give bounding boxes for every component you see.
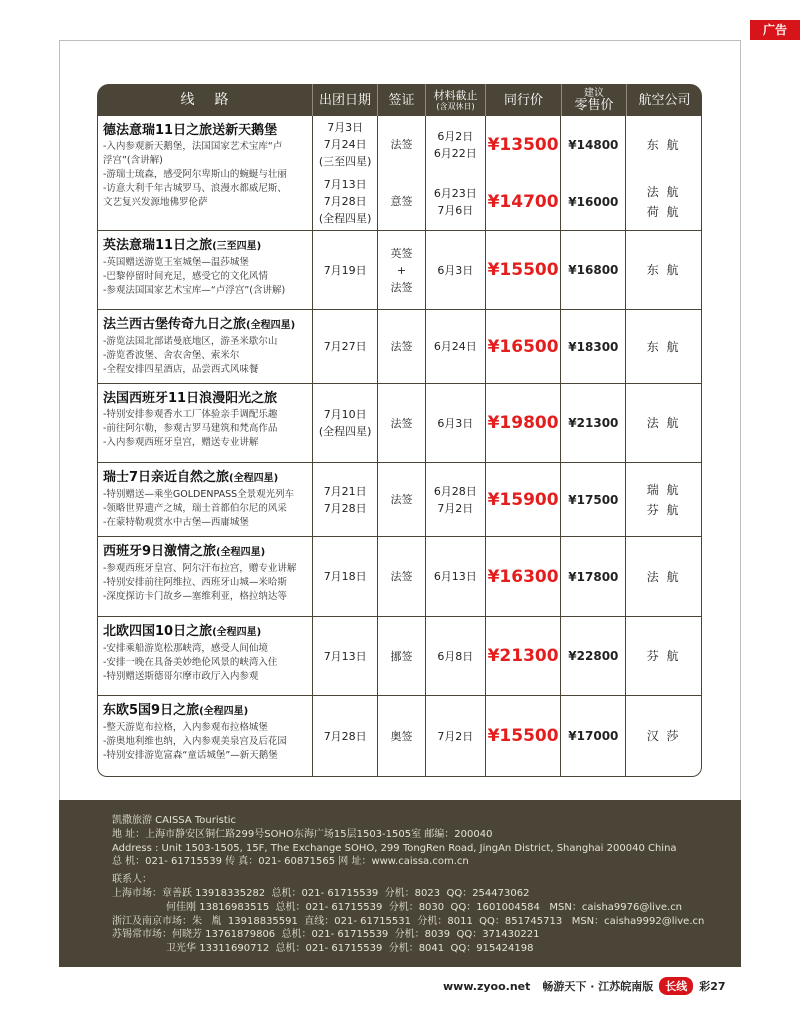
route-title[interactable]	[103, 623, 261, 642]
visa-cell-column	[377, 537, 425, 616]
table-row	[98, 536, 701, 616]
retail-price: ¥17500	[568, 492, 619, 507]
airline-cell-value: 瑞 航	[646, 482, 681, 497]
star-rating-tag: (全程四星)	[199, 706, 249, 717]
route-cell	[98, 116, 312, 230]
airline-cell-value: 荷 航	[646, 204, 681, 219]
route-cell	[98, 231, 312, 309]
route-highlight: 文艺复兴发源地佛罗伦萨	[103, 197, 208, 208]
peer-price-cell-column	[485, 116, 561, 230]
star-rating-tag: (全程四星)	[246, 320, 296, 331]
route-highlight: -特别安排参观香水工厂体验亲手调配乐趣	[103, 409, 278, 420]
airline-cell	[626, 617, 701, 695]
route-highlight: -游览法国北部诺曼底地区，游圣米歇尔山	[103, 336, 278, 347]
route-highlight: -特别安排游览富森“童话城堡”—新天鹅堡	[103, 750, 278, 761]
phone-info: 总 机：021- 61715539 传 真：021- 60871565 网 址：www.caissa.com.cn	[112, 856, 469, 868]
depart-date-cell	[313, 231, 377, 309]
peer-price-cell	[486, 231, 561, 309]
depart-date-cell	[313, 696, 377, 776]
depart-date-cell	[313, 173, 377, 230]
retail-price-cell-column	[560, 231, 625, 309]
peer-price: ¥13500	[487, 134, 559, 155]
header-depart: 出团日期	[312, 84, 377, 116]
depart-date-cell-value: 7月10日	[323, 408, 367, 421]
route-highlight: -游奥地利维也纳，入内参观美泉宫及后花园	[103, 736, 287, 747]
material-deadline-cell-column	[425, 231, 485, 309]
peer-price: ¥19800	[487, 413, 559, 433]
peer-price: ¥15900	[487, 489, 559, 510]
airline-cell-value: 法 航	[646, 416, 681, 430]
visa-cell-value: 法签	[390, 493, 413, 506]
retail-price-cell	[561, 537, 625, 616]
retail-price-cell-column	[560, 537, 625, 616]
contact-line: 浙江及南京市场：朱 胤 13918835591 直线：021- 61715531 分机：8011 QQ：851745713 MSN：caisha9992@live.cn	[112, 915, 705, 927]
airline-cell	[626, 384, 701, 462]
visa-cell-value: 意签	[390, 195, 413, 208]
route-title[interactable]	[103, 237, 261, 256]
retail-price-cell-column	[560, 696, 625, 776]
retail-price-cell	[561, 463, 625, 536]
header-visa: 签证	[377, 84, 425, 116]
depart-date-cell-column	[312, 617, 377, 695]
airline-cell	[626, 537, 701, 616]
star-rating-tag: (全程四星)	[212, 627, 262, 638]
material-deadline-cell-column	[425, 384, 485, 462]
retail-price: ¥16800	[568, 263, 619, 277]
visa-cell-value: 法签	[390, 280, 413, 294]
header-route: 线路	[180, 91, 249, 108]
material-deadline-cell-value: 6月28日	[433, 484, 477, 498]
contact-label: 联系人：	[112, 874, 152, 886]
airline-cell	[626, 310, 701, 383]
visa-cell-column	[377, 310, 425, 383]
address-en: Address : Unit 1503-1505, 15F, The Exchange SOHO, 299 TongRen Road, JingAn District, Shanghai 200040 China	[112, 842, 677, 854]
airline-cell-column	[625, 696, 701, 776]
ad-label: 广告	[750, 20, 800, 40]
retail-price-cell	[561, 384, 625, 462]
site-url[interactable]: www.zyoo.net	[443, 979, 531, 993]
retail-price-cell-column	[560, 310, 625, 383]
material-deadline-cell-value: 6月24日	[433, 340, 477, 353]
airline-cell-value: 东 航	[646, 137, 681, 152]
header-material	[425, 84, 485, 116]
depart-date-cell-value: 7月24日	[323, 138, 367, 151]
airline-cell-column	[625, 384, 701, 462]
route-title-text: 西班牙9日激情之旅	[103, 544, 217, 559]
address-cn: 地 址：上海市静安区铜仁路299号SOHO东海广场15层1503-1505室 邮编：200040	[112, 828, 493, 840]
header-rrp-top: 建议	[584, 87, 604, 99]
peer-price-cell	[486, 696, 561, 776]
visa-cell-value: 奥签	[390, 729, 413, 743]
visa-cell-value: 挪签	[390, 649, 413, 663]
peer-price: ¥15500	[487, 260, 559, 280]
depart-date-cell-value: 7月13日	[323, 649, 367, 663]
route-highlight: -领略世界遗产之城，瑞士首都伯尔尼的风采	[103, 503, 287, 514]
peer-price: ¥16500	[487, 336, 559, 357]
peer-price-cell-column	[485, 537, 561, 616]
route-highlight: -游览香波堡、舍农舍堡、索米尔	[103, 350, 240, 361]
visa-cell-value: +	[396, 263, 407, 277]
star-rating-tag: (三至四星)	[212, 241, 262, 252]
retail-price: ¥16000	[568, 194, 619, 209]
depart-date-cell	[313, 617, 377, 695]
route-title-text: 东欧5国9日之旅	[103, 703, 200, 718]
airline-cell	[626, 116, 701, 173]
table-row	[98, 383, 701, 462]
material-deadline-cell-value: 7月2日	[437, 501, 474, 515]
material-deadline-cell	[426, 384, 485, 462]
route-cell	[98, 384, 312, 462]
depart-date-cell-value: 7月18日	[323, 570, 367, 583]
depart-date-cell-value: 7月3日	[327, 121, 364, 134]
header-rrp	[561, 84, 626, 116]
airline-cell-column	[625, 231, 701, 309]
material-deadline-cell	[426, 173, 485, 230]
airline-cell	[626, 231, 701, 309]
material-deadline-cell-column	[425, 537, 485, 616]
depart-date-cell	[313, 463, 377, 536]
peer-price: ¥14700	[487, 191, 559, 212]
route-highlight: -安排乘船游览松那峡湾，感受人间仙境	[103, 643, 268, 654]
header-rrp-main: 零售价	[574, 97, 614, 113]
depart-date-cell-column	[312, 116, 377, 230]
retail-price-cell	[561, 310, 625, 383]
depart-date-cell-value: 7月13日	[323, 178, 367, 191]
depart-date-cell-value: (全程四星)	[318, 425, 372, 438]
header-price: 同行价	[485, 84, 561, 116]
depart-date-cell-value: 7月28日	[323, 195, 367, 208]
material-deadline-cell	[426, 537, 485, 616]
depart-date-cell	[313, 384, 377, 462]
depart-date-cell-value: (全程四星)	[318, 212, 372, 225]
airline-cell-column	[625, 463, 701, 536]
contact-line: 卫光华 13311690712 总机：021- 61715539 分机：8041 QQ：915424198	[112, 943, 534, 955]
material-deadline-cell	[426, 116, 485, 173]
material-deadline-cell-column	[425, 116, 485, 230]
material-deadline-cell	[426, 617, 485, 695]
header-material-main: 材料截止	[433, 88, 478, 102]
route-title-text: 瑞士7日亲近自然之旅	[103, 470, 230, 485]
retail-price: ¥18300	[568, 339, 619, 354]
header-material-sub: (含双休日)	[436, 101, 475, 111]
visa-cell	[378, 173, 425, 230]
visa-cell	[378, 463, 425, 536]
depart-date-cell-value: 7月19日	[323, 263, 367, 277]
route-highlight: -入内参观西班牙皇宫，赠送专业讲解	[103, 437, 259, 448]
material-deadline-cell	[426, 696, 485, 776]
airline-cell-value: 芬 航	[646, 649, 681, 663]
peer-price-cell-column	[485, 231, 561, 309]
visa-cell-column	[377, 384, 425, 462]
material-deadline-cell-value: 6月13日	[433, 570, 477, 583]
material-deadline-cell	[426, 310, 485, 383]
material-deadline-cell-column	[425, 310, 485, 383]
peer-price-cell-column	[485, 463, 561, 536]
visa-cell-column	[377, 116, 425, 230]
company-name: 凯撒旅游 CAISSA Touristic	[112, 815, 237, 826]
peer-price-cell	[486, 116, 561, 173]
peer-price: ¥15500	[487, 726, 559, 746]
retail-price: ¥17000	[568, 729, 619, 743]
material-deadline-cell	[426, 463, 485, 536]
depart-date-cell-value: 7月28日	[323, 501, 367, 515]
route-cell	[98, 537, 312, 616]
route-highlight: -整天游览布拉格，入内参观布拉格城堡	[103, 722, 268, 733]
table-header	[97, 84, 702, 116]
visa-cell-value: 法签	[390, 138, 413, 151]
route-highlight: -特别赠送—乘坐GOLDENPASS全景观光列车	[103, 489, 295, 500]
route-title[interactable]	[103, 122, 277, 140]
route-highlight: -深度探访卡门故乡—塞维利亚，格拉纳达等	[103, 591, 287, 602]
star-rating-tag: (全程四星)	[229, 473, 279, 484]
peer-price-cell-column	[485, 310, 561, 383]
peer-price: ¥16300	[487, 566, 559, 587]
airline-cell	[626, 463, 701, 536]
route-highlight: -全程安排四星酒店，品尝西式风味餐	[103, 364, 259, 375]
visa-cell-column	[377, 617, 425, 695]
material-deadline-cell-value: 6月8日	[437, 649, 474, 663]
visa-cell-column	[377, 231, 425, 309]
bottom-bar	[443, 976, 726, 996]
depart-date-cell-column	[312, 696, 377, 776]
route-highlight: -在蒙特勒观赏水中古堡—西庸城堡	[103, 517, 249, 528]
peer-price-cell	[486, 310, 561, 383]
route-cell	[98, 696, 312, 776]
depart-date-cell-value: 7月28日	[323, 729, 367, 743]
material-deadline-cell-value: 6月3日	[437, 263, 474, 277]
material-deadline-cell-value: 6月22日	[433, 146, 477, 160]
route-title[interactable]	[103, 390, 277, 408]
airline-cell-column	[625, 116, 701, 230]
visa-cell	[378, 310, 425, 383]
material-deadline-cell-value: 6月3日	[437, 416, 474, 430]
material-deadline-cell-column	[425, 696, 485, 776]
retail-price-cell	[561, 617, 625, 695]
route-highlight: -参观西班牙皇宫、阿尔汗布拉宫，赠专业讲解	[103, 563, 297, 574]
retail-price-cell-column	[560, 116, 625, 230]
retail-price-cell	[561, 116, 625, 173]
table-row	[98, 695, 701, 776]
retail-price: ¥22800	[568, 649, 619, 663]
route-highlight: -特别安排前往阿维拉、西班牙山城—米哈斯	[103, 577, 287, 588]
table-body	[97, 116, 702, 777]
route-highlight: -英国赠送游览王室城堡—温莎城堡	[103, 257, 249, 268]
route-highlight: -前往阿尔勒，参观古罗马建筑和梵高作品	[103, 423, 278, 434]
route-highlight: -访意大利千年古城罗马、浪漫水都威尼斯、	[103, 183, 287, 194]
route-cell	[98, 310, 312, 383]
visa-cell	[378, 116, 425, 173]
depart-date-cell-column	[312, 231, 377, 309]
visa-cell	[378, 231, 425, 309]
route-title[interactable]	[103, 702, 248, 721]
route-title-text: 法兰西古堡传奇九日之旅	[103, 317, 247, 332]
airline-cell-column	[625, 617, 701, 695]
route-highlight: 浮宫”(含讲解)	[103, 155, 163, 166]
depart-date-cell-value: (三至四星)	[318, 155, 372, 168]
visa-cell-value: 法签	[390, 416, 413, 430]
route-highlight: -游瑞士琉森，感受阿尔卑斯山的蜿蜒与壮丽	[103, 169, 287, 180]
route-highlight: -入内参观新天鹅堡，法国国家艺术宝库“卢	[103, 141, 283, 152]
peer-price-cell	[486, 173, 561, 230]
retail-price-cell-column	[560, 617, 625, 695]
peer-price-cell	[486, 384, 561, 462]
visa-cell	[378, 384, 425, 462]
airline-cell-value: 汉 莎	[646, 729, 681, 743]
peer-price-cell-column	[485, 696, 561, 776]
material-deadline-cell-column	[425, 617, 485, 695]
contact-line: 何佳刚 13816983515 总机：021- 61715539 分机：8030 QQ：1601004584 MSN：caisha9976@live.cn	[112, 901, 683, 913]
visa-cell-value: 法签	[390, 340, 413, 353]
depart-date-cell	[313, 310, 377, 383]
depart-date-cell-value: 7月21日	[323, 484, 367, 498]
route-highlight: -参观法国国家艺术宝库—“卢浮宫”(含讲解)	[103, 285, 286, 296]
table-row	[98, 309, 701, 383]
depart-date-cell	[313, 116, 377, 173]
material-deadline-cell-value: 7月2日	[437, 729, 474, 743]
airline-cell	[626, 696, 701, 776]
airline-cell-value: 芬 航	[646, 502, 681, 517]
contact-line: 上海市场：章善跃 13918335282 总机：021- 61715539 分机：8023 QQ：254473062	[112, 887, 530, 899]
material-deadline-cell-value: 7月6日	[437, 203, 474, 217]
retail-price: ¥14800	[568, 137, 619, 152]
price-table	[97, 84, 702, 777]
retail-price-cell-column	[560, 463, 625, 536]
peer-price-cell	[486, 617, 561, 695]
route-highlight: -安排一晚在具备美妙绝伦风景的峡湾入住	[103, 657, 278, 668]
table-row	[98, 616, 701, 695]
route-title[interactable]	[103, 316, 295, 335]
route-title-text: 北欧四国10日之旅	[103, 624, 213, 639]
retail-price-cell-column	[560, 384, 625, 462]
material-deadline-cell-column	[425, 463, 485, 536]
section-badge: 长线	[659, 977, 693, 995]
route-title[interactable]	[103, 469, 278, 488]
airline-cell-column	[625, 310, 701, 383]
airline-cell-value: 法 航	[646, 184, 681, 199]
visa-cell-value: 法签	[390, 570, 413, 583]
airline-cell-column	[625, 537, 701, 616]
peer-price-cell-column	[485, 617, 561, 695]
route-title-text: 德法意瑞11日之旅送新天鹅堡	[103, 123, 278, 138]
peer-price: ¥21300	[487, 646, 559, 666]
route-highlight: -特别赠送斯德哥尔摩市政厅入内参观	[103, 671, 259, 682]
visa-cell-column	[377, 463, 425, 536]
star-rating-tag: (全程四星)	[216, 547, 266, 558]
route-cell	[98, 463, 312, 536]
header-airline: 航空公司	[626, 84, 702, 116]
route-title[interactable]	[103, 543, 265, 562]
material-deadline-cell	[426, 231, 485, 309]
table-row	[98, 116, 701, 230]
airline-cell-value: 东 航	[646, 263, 681, 277]
contact-footer	[59, 800, 741, 967]
depart-date-cell-column	[312, 310, 377, 383]
visa-cell	[378, 617, 425, 695]
route-title-text: 法国西班牙11日浪漫阳光之旅	[103, 391, 278, 406]
visa-cell-value: 英签	[390, 246, 413, 260]
retail-price: ¥17800	[568, 569, 619, 584]
retail-price-cell	[561, 231, 625, 309]
retail-price-cell	[561, 696, 625, 776]
airline-cell	[626, 173, 701, 230]
edition-slogan: 畅游天下 · 江苏皖南版	[542, 980, 654, 993]
contact-line: 苏锡常市场：何晓芳 13761879806 总机：021- 61715539 分机：8039 QQ：371430221	[112, 929, 540, 941]
airline-cell-value: 东 航	[646, 339, 681, 354]
depart-date-cell-column	[312, 463, 377, 536]
table-row	[98, 462, 701, 536]
route-cell	[98, 617, 312, 695]
page-number: 彩27	[699, 980, 726, 993]
material-deadline-cell-value: 6月2日	[437, 129, 474, 143]
retail-price: ¥21300	[568, 416, 619, 430]
visa-cell	[378, 537, 425, 616]
peer-price-cell	[486, 463, 561, 536]
retail-price-cell	[561, 173, 625, 230]
depart-date-cell-column	[312, 537, 377, 616]
route-title-text: 英法意瑞11日之旅	[103, 238, 213, 253]
peer-price-cell	[486, 537, 561, 616]
airline-cell-value: 法 航	[646, 569, 681, 584]
depart-date-cell	[313, 537, 377, 616]
depart-date-cell-column	[312, 384, 377, 462]
depart-date-cell-value: 7月27日	[323, 340, 367, 353]
table-row	[98, 230, 701, 309]
visa-cell-column	[377, 696, 425, 776]
peer-price-cell-column	[485, 384, 561, 462]
route-highlight: -巴黎停留时间充足，感受它的文化风情	[103, 271, 268, 282]
material-deadline-cell-value: 6月23日	[433, 186, 477, 200]
visa-cell	[378, 696, 425, 776]
